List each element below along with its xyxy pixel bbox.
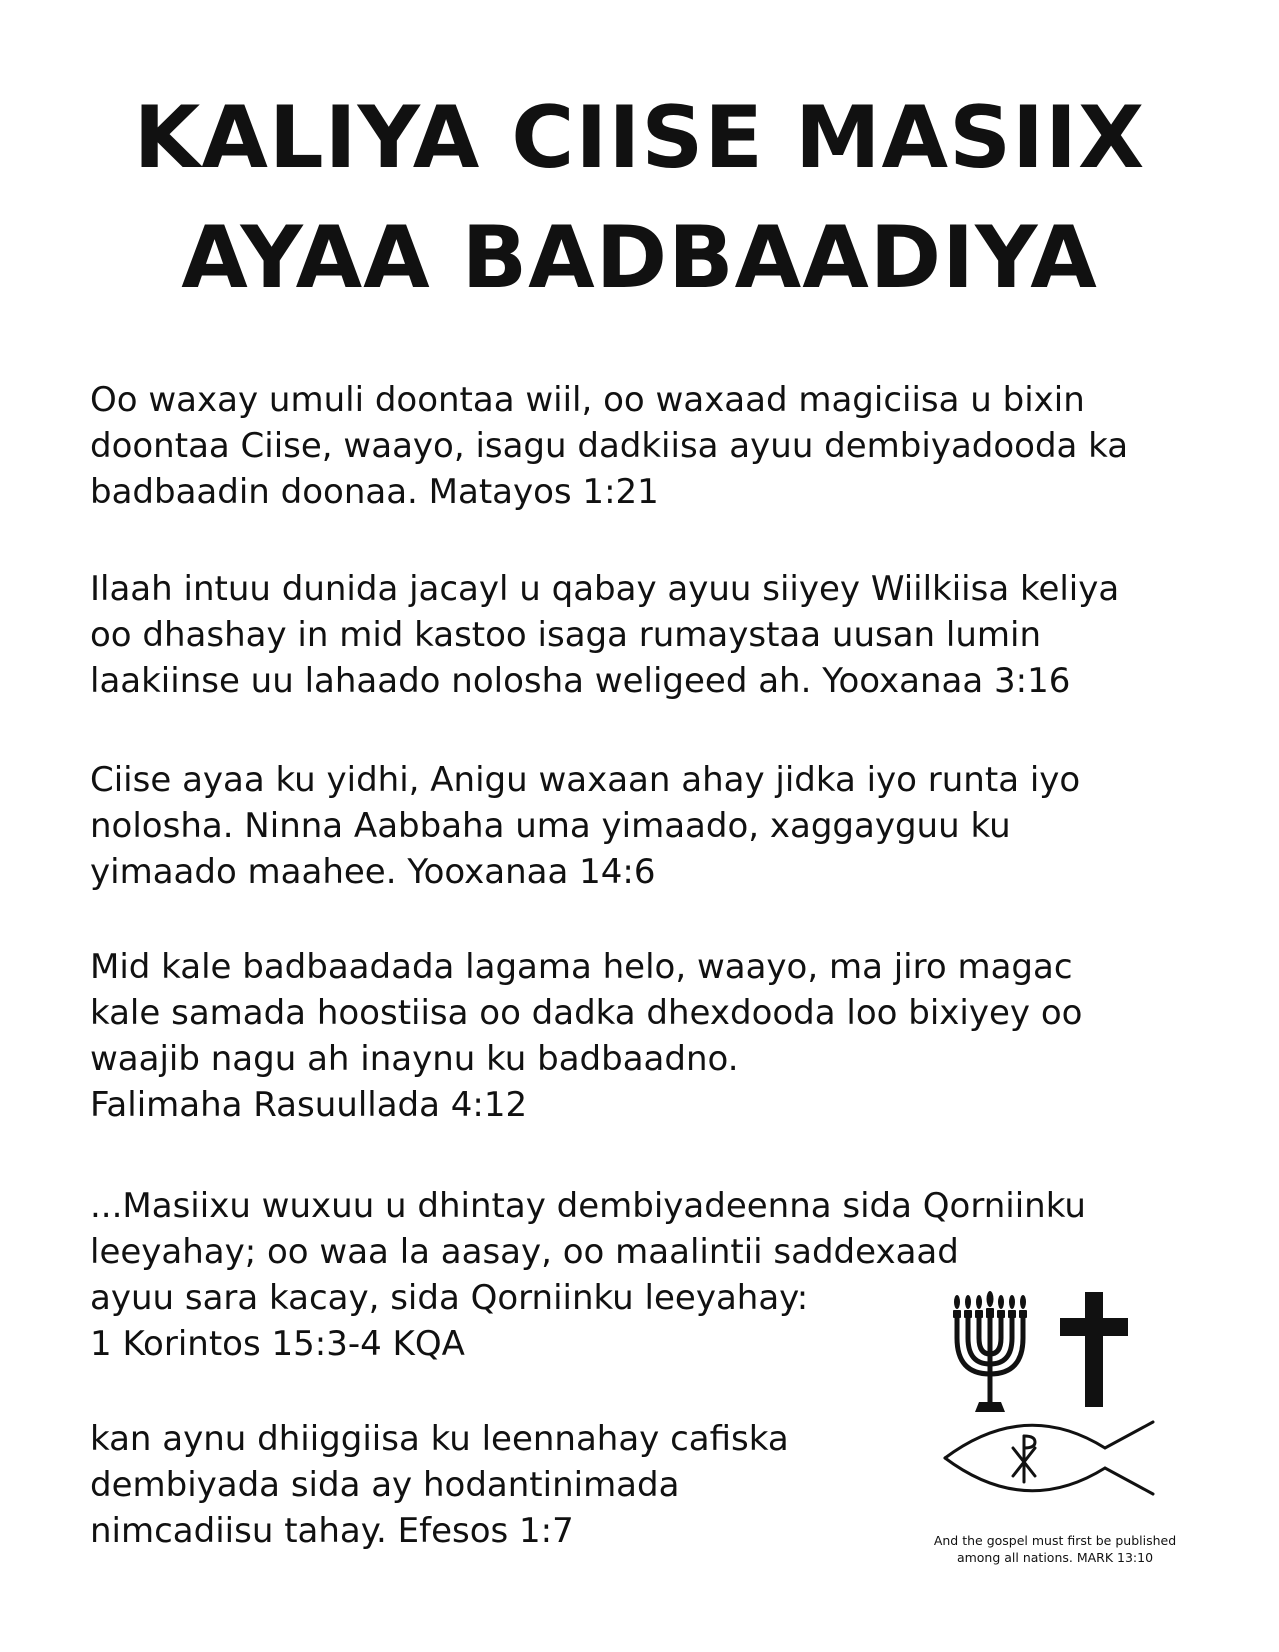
verse-line: Ciise ayaa ku yidhi, Anigu waxaan ahay jidka iyo runta iyo [90,760,1081,800]
verse-line: Ilaah intuu dunida jacayl u qabay ayuu siiyey Wiilkiisa keliya [90,569,1120,609]
verse-yooxanaa-14-6 [90,757,1080,895]
ichthys-chi-rho-icon [945,1422,1153,1494]
verse-matayos-1-21 [90,377,1128,515]
verse-line: ...Masiixu wuxuu u dhintay dembiyadeenna sida Qorniinku [90,1186,1086,1226]
verse-line: yimaado maahee. Yooxanaa 14:6 [90,852,656,892]
verse-line: nolosha. Ninna Aabbaha uma yimaado, xaggayguu ku [90,806,1011,846]
verse-efesos-1-7 [90,1416,789,1554]
verse-line: ayuu sara kacay, sida Qorniinku leeyahay: [90,1278,809,1318]
footer-caption [905,1532,1205,1566]
cross-icon [1060,1292,1128,1407]
verse-yooxanaa-3-16 [90,566,1119,704]
page-title [0,78,1279,318]
verse-line: kan aynu dhiiggiisa ku leennahay cafiska [90,1419,789,1459]
verse-line: leeyahay; oo waa la aasay, oo maalintii saddexaad [90,1232,959,1272]
verse-line: Oo waxay umuli doontaa wiil, oo waxaad magiciisa u bixin [90,380,1085,420]
title-line-2: AYAA BADBAADIYA [181,208,1098,308]
title-line-1: KALIYA CIISE MASIIX [133,88,1146,188]
verse-line: dembiyada sida ay hodantinimada [90,1465,680,1505]
verse-line: Falimaha Rasuullada 4:12 [90,1085,528,1125]
verse-line: waajib nagu ah inaynu ku badbaadno. [90,1039,739,1079]
caption-line-2: among all nations. MARK 13:10 [956,1550,1154,1565]
verse-line: badbaadin doonaa. Matayos 1:21 [90,472,659,512]
verse-line: nimcadiisu tahay. Efesos 1:7 [90,1511,574,1551]
caption-line-1: And the gospel must first be published [933,1533,1177,1548]
verse-line: Mid kale badbaadada lagama helo, waayo, ma jiro magac [90,947,1073,987]
verse-line: oo dhashay in mid kastoo isaga rumaystaa uusan lumin [90,615,1042,655]
verse-line: doontaa Ciise, waayo, isagu dadkiisa ayuu dembiyadooda ka [90,426,1129,466]
faith-symbols [935,1290,1195,1550]
verse-line: 1 Korintos 15:3-4 KQA [90,1324,465,1364]
verse-line: laakiinse uu lahaado nolosha weligeed ah. Yooxanaa 3:16 [90,661,1071,701]
menorah-icon [953,1291,1027,1412]
verse-line: kale samada hoostiisa oo dadka dhexdooda loo bixiyey oo [90,993,1083,1033]
verse-falimaha-4-12 [90,944,1082,1128]
